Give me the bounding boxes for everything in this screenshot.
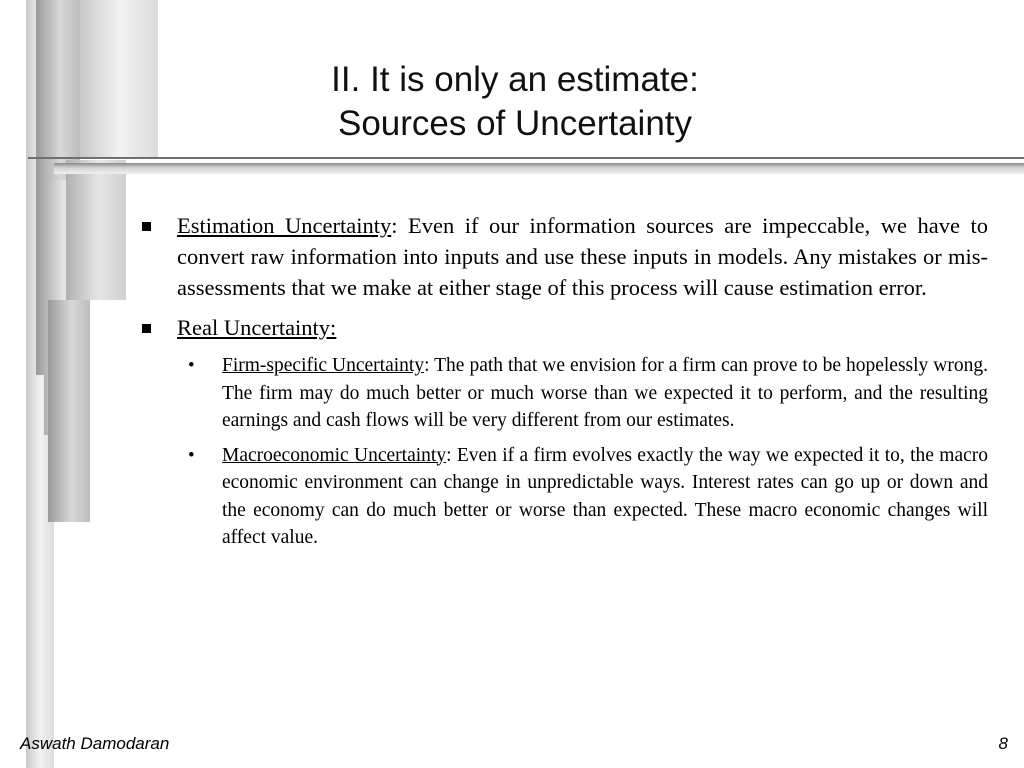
sub-bullet-text: : The path that we envision for a firm can prove to be hopelessly wrong. The firm may do much better or much worse than we expected it to perform, and the resulting earnings and cash flows will be very different from our estimates.: [222, 355, 988, 431]
page-number: 8: [998, 734, 1008, 753]
round-bullet-icon: •: [188, 444, 195, 466]
title-line-2: Sources of Uncertainty: [337, 104, 693, 143]
decorative-bar: [80, 0, 158, 157]
slide-content: [138, 210, 988, 559]
sub-bullet-term: Macroeconomic Uncertainty: [222, 444, 447, 466]
bullet-estimation-uncertainty: [138, 210, 988, 303]
decorative-bar: [66, 160, 126, 300]
sub-bullet-text: : Even if a firm evolves exactly the way we expected it to, the macro economic environment can change in unpredictable ways. Interest rates can go up or down and the economy can do much better or worse than expected. These macro economic changes will affect value.: [222, 444, 988, 548]
round-bullet-icon: •: [188, 355, 195, 376]
footer-author: Aswath Damodaran: [20, 734, 170, 753]
decorative-bar: [48, 300, 90, 522]
square-bullet-icon: [142, 222, 151, 231]
bullet-term: Estimation Uncertainty: [177, 213, 392, 238]
slide-title: [170, 58, 860, 146]
sub-bullet-firm-specific: [138, 352, 988, 435]
decorative-bar: [54, 163, 1024, 174]
square-bullet-icon: [142, 324, 151, 333]
title-divider: [28, 157, 1024, 159]
bullet-text: : Even if our information sources are impeccable, we have to convert raw information into inputs and use these inputs in models. Any mistakes or mis-assessments that we make at either stage of this process will cause estimation error.: [177, 213, 988, 300]
bullet-real-uncertainty: [138, 312, 988, 343]
sub-bullet-term: Firm-specific Uncertainty: [222, 355, 425, 376]
title-line-1: II. It is only an estimate:: [331, 60, 699, 99]
sub-bullet-macroeconomic: [138, 442, 988, 552]
bullet-term: Real Uncertainty:: [177, 315, 337, 340]
